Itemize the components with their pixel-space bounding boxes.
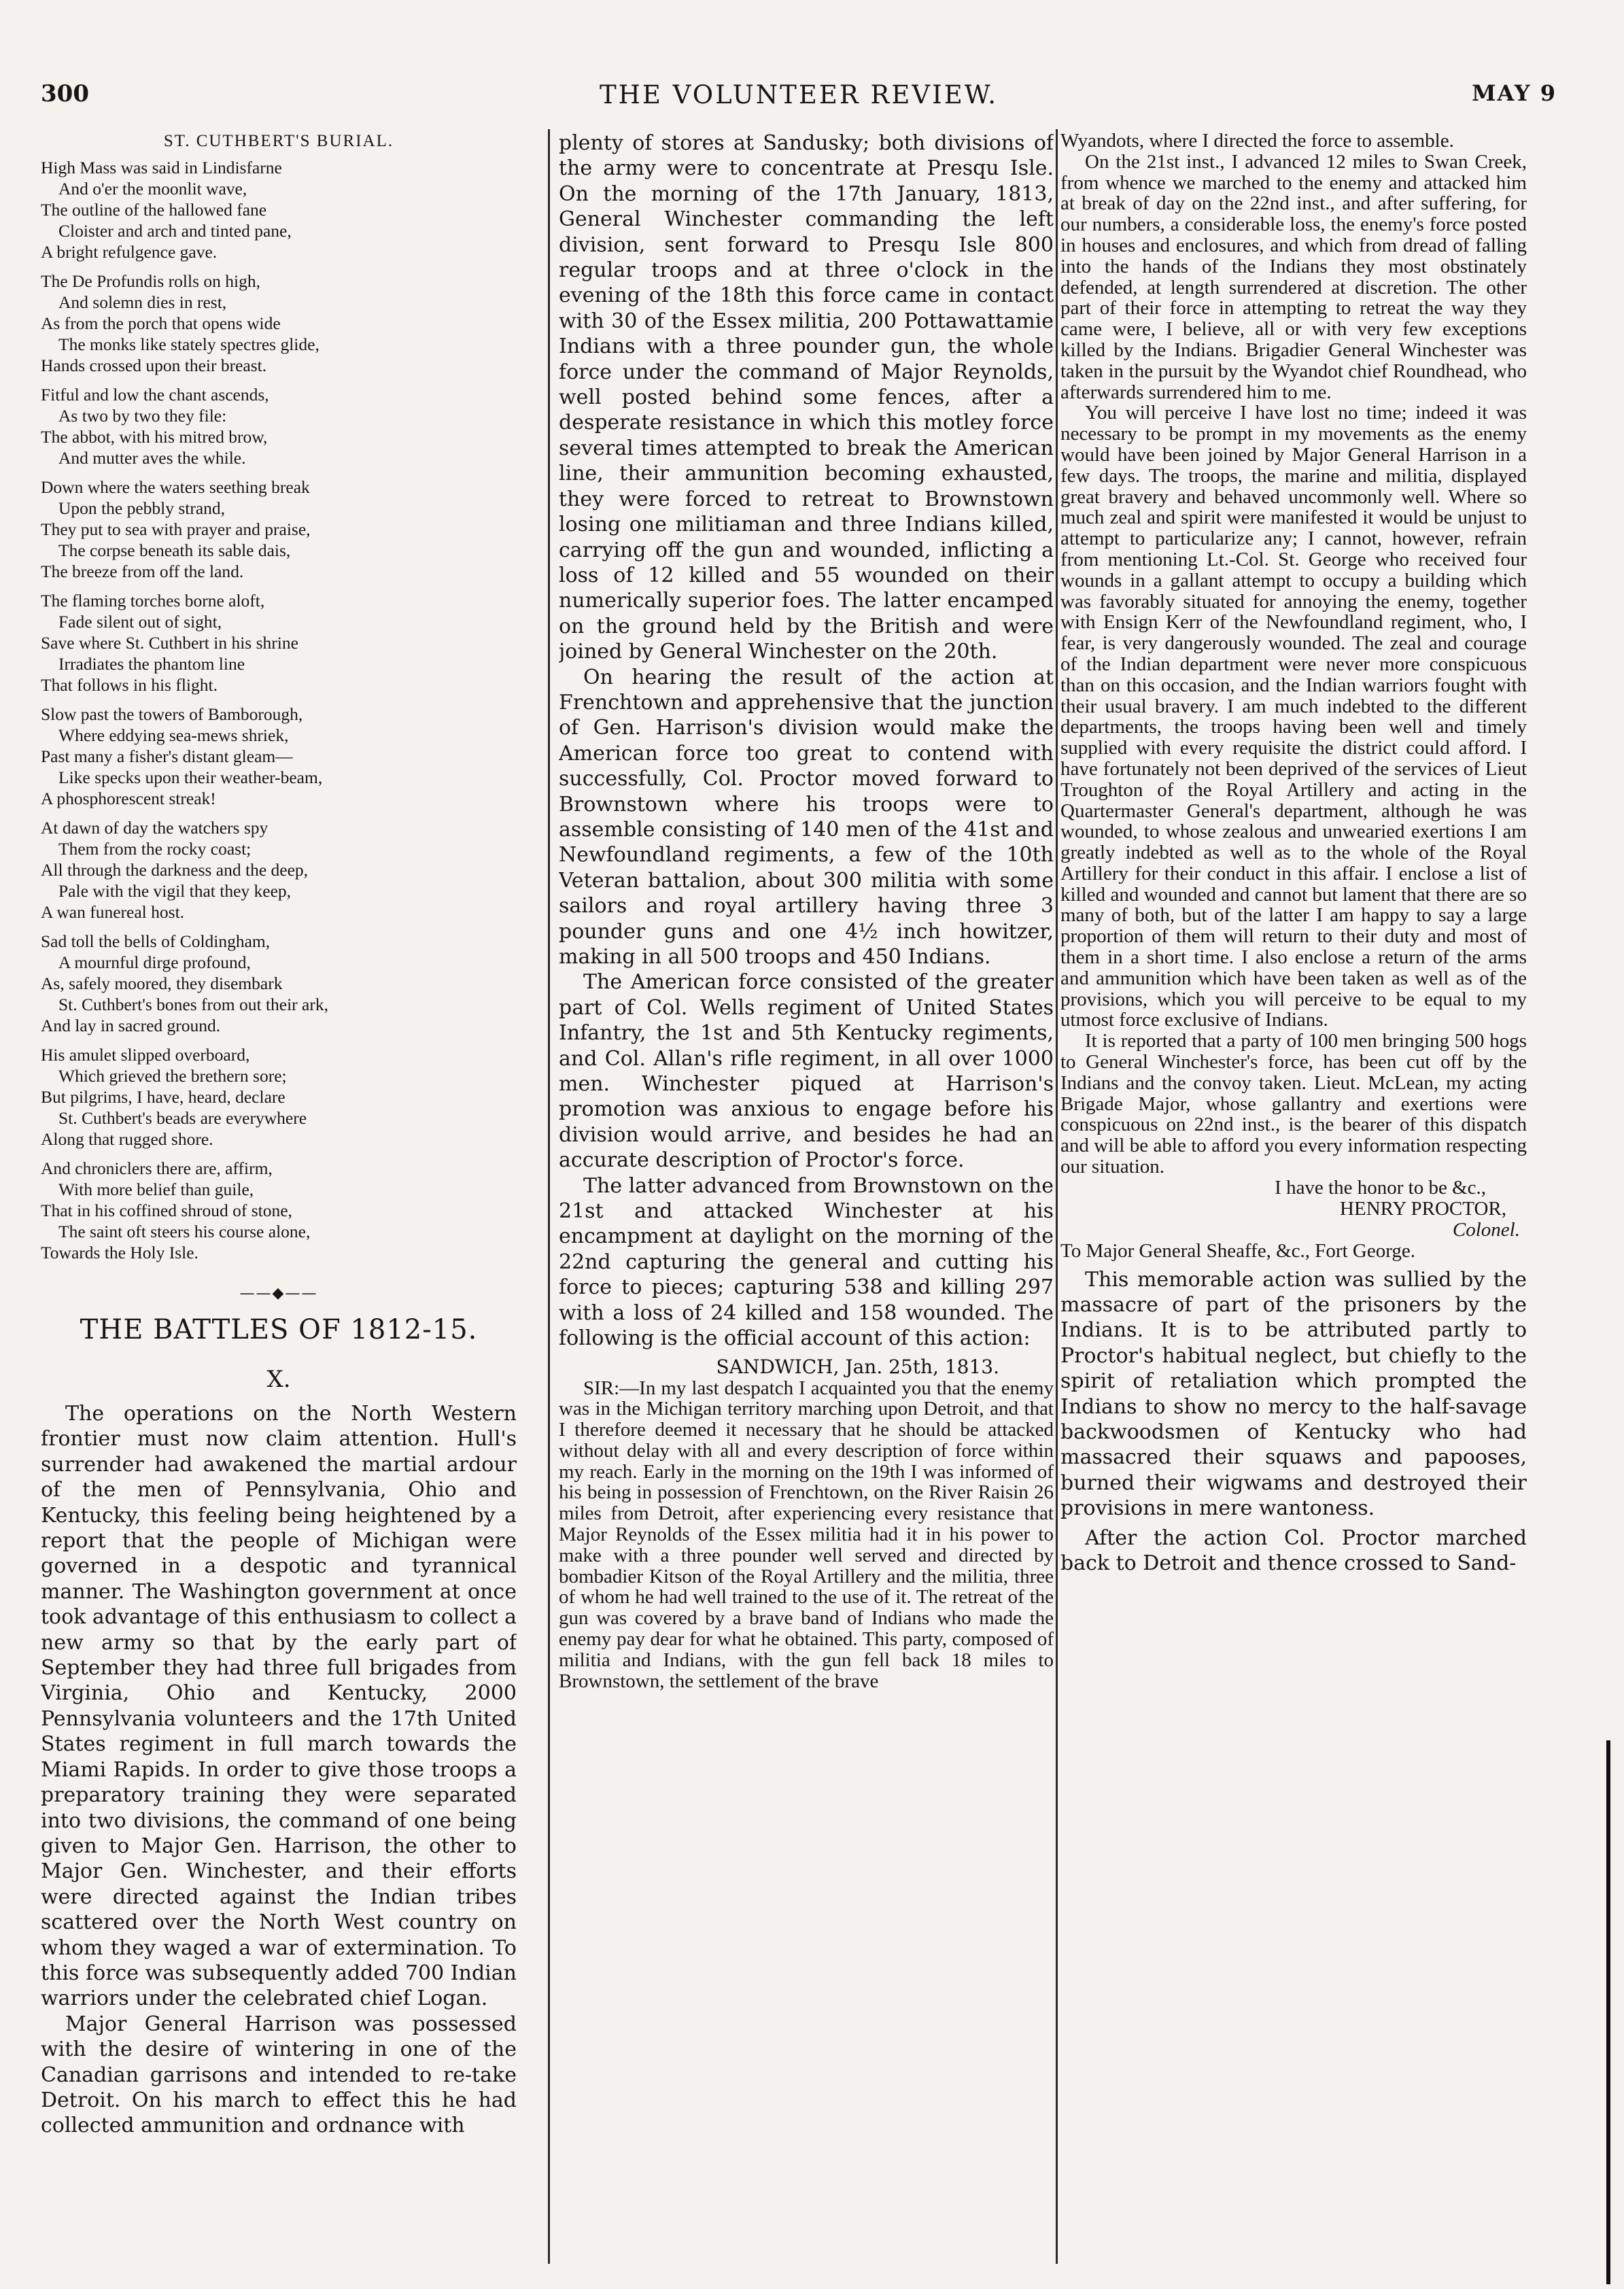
- page-edge-mark: [1606, 1740, 1610, 2284]
- article-paragraph: The operations on the North Western frontier must now claim attention. Hull's surrender had awakened the martial ardour of the men of Pennsylvania, Ohio and Kentucky, this feeling being heightened by a report that the people of Michigan were governed in a despotic and tyrannical manner. The Washington government at once took advantage of this enthusiasm to collect a new army so that by the early part of September they had three full brigades from Virginia, Ohio and Kentucky, 2000 Pennsylvania volunteers and the 17th United States regiment in full march towards the Miami Rapids. In order to give those troops a preparatory training they were separated into two divisions, the command of one being given to Major Gen. Harrison, the other to Major Gen. Winchester, and their efforts were directed against the Indian tribes scattered over the North West country on whom they waged a war of extermination. To this force was subsequently added 700 Indian warriors under the celebrated chief Logan.: [41, 1402, 517, 2011]
- poem-stanza: [41, 590, 517, 695]
- poem-line: As, safely moored, they disembark: [41, 974, 283, 993]
- letter-paragraph: SIR:—In my last despatch I acquainted you that the enemy was in the Michigan territory marching upon Detroit, and that I therefore deemed it necessary that he should be attacked without delay with all and every description of force within my reach. Early in the morning on the 19th I was informed of his being in possession of Frenchtown, on the River Raisin 26 miles from Detroit, after experiencing every resistance that Major Reynolds of the Essex militia had it in his power to make with a three pounder well served and directed by bombadier Kitson of the Royal Artillery and the militia, three of whom he had well trained to the use of it. The retreat of the gun was covered by a brave band of Indians who made the enemy pay dear for what he obtained. This party, composed of militia and Indians, with the gun fell back 18 miles to Brownstown, the settlement of the brave: [559, 1377, 1054, 1692]
- publication-title: THE VOLUNTEER REVIEW.: [599, 80, 999, 109]
- poem-line: The corpse beneath its sable dais,: [58, 540, 291, 560]
- poem-line: And o'er the moonlit wave,: [58, 179, 247, 199]
- poem-line: Sad toll the bells of Coldingham,: [41, 931, 271, 951]
- column-2: [559, 131, 1054, 1691]
- poem-line: A bright refulgence gave.: [41, 242, 218, 262]
- poem-line: The abbot, with his mitred brow,: [41, 427, 268, 447]
- poem-line: St. Cuthbert's beads are everywhere: [58, 1108, 307, 1128]
- column-rule-2: [1056, 129, 1058, 2264]
- page-header: [41, 80, 1557, 121]
- signer-rank: Colonel.: [1452, 1218, 1520, 1241]
- poem-line: A mournful dirge profound,: [58, 952, 251, 972]
- poem-line: And lay in sacred ground.: [41, 1016, 221, 1035]
- poem-line: Towards the Holy Isle.: [41, 1243, 198, 1262]
- poem-line: That in his coffined shroud of stone,: [41, 1201, 292, 1220]
- article-paragraph: plenty of stores at Sandusky; both divisions of the army were to concentrate at Presqu Isle. On the morning of the 17th January, 1813, General Winchester commanding the left division, sent forward to Presqu Isle 800 regular troops and at three o'clock in the evening of the 18th this force came in contact with 30 of the Essex militia, 200 Pottawattamie Indians with a three pounder gun, the whole force under the command of Major Reynolds, well posted behind some fences, after a desperate resistance in which this motley force several times attempted to break the American line, their ammunition becoming exhausted, they were forced to retreat to Brownstown losing one militiaman and three Indians killed, carrying off the gun and wounded, inflicting a loss of 12 killed and 55 wounded on their numerically superior foes. The latter encamped on the ground held by the British and were joined by General Winchester on the 20th.: [559, 131, 1054, 664]
- letter-dateline: SANDWICH, Jan. 25th, 1813.: [716, 1355, 999, 1378]
- poem-line: Which grieved the brethern sore;: [58, 1066, 287, 1086]
- article-paragraph: This memorable action was sullied by the massacre of part of the prisoners by the Indians. It is to be attributed partly to Proctor's habitual neglect, but chiefly to the spirit of retaliation which prompted the Indians to show no mercy to the half-savage backwoodsmen of Kentucky who had massacred their squaws and papooses, burned their wigwams and destroyed their provisions in mere wantoness.: [1060, 1267, 1527, 1521]
- poem-line: The breeze from off the land.: [41, 562, 244, 581]
- poem-line: At dawn of day the watchers spy: [41, 818, 269, 838]
- poem-stanza: [41, 157, 517, 262]
- poem-line: As from the porch that opens wide: [41, 313, 281, 333]
- section-divider: ——◆——: [239, 1285, 318, 1302]
- poem-stanza: [41, 817, 517, 923]
- poem-line: With more belief than guile,: [58, 1180, 254, 1199]
- poem-line: All through the darkness and the deep,: [41, 860, 309, 880]
- poem-title: ST. CUTHBERT'S BURIAL.: [163, 132, 394, 150]
- article-title: THE BATTLES OF 1812-15.: [80, 1314, 478, 1345]
- column-1: [41, 131, 517, 2139]
- poem-line: Pale with the vigil that they keep,: [58, 881, 292, 901]
- poem-line: Slow past the towers of Bamborough,: [41, 704, 303, 724]
- poem-line: Along that rugged shore.: [41, 1129, 213, 1149]
- article-paragraph: The latter advanced from Brownstown on the 21st and attacked Winchester at his encampment at daylight on the morning of the 22nd capturing the general and cutting his force to pieces; capturing 538 and killing 297 with a loss of 24 killed and 158 wounded. The following is the official account of this action:: [559, 1173, 1054, 1351]
- poem-stanzas: [41, 157, 517, 1263]
- poem-line: The flaming torches borne aloft,: [41, 591, 265, 610]
- poem-stanza: [41, 477, 517, 582]
- poem-line: Fade silent out of sight,: [58, 612, 222, 632]
- poem-line: Cloister and arch and tinted pane,: [58, 221, 292, 241]
- poem-line: Like specks upon their weather-beam,: [58, 768, 323, 787]
- article-number: X.: [266, 1366, 291, 1393]
- poem-line: Them from the rocky coast;: [58, 839, 252, 859]
- poem-line: Fitful and low the chant ascends,: [41, 385, 269, 405]
- poem-line: Irradiates the phantom line: [58, 654, 245, 674]
- poem-line: As two by two they file:: [58, 406, 227, 426]
- poem-line: Where eddying sea-mews shriek,: [58, 725, 289, 745]
- column-3: [1060, 131, 1527, 1577]
- poem-stanza: [41, 271, 517, 376]
- article-paragraph: Major General Harrison was possessed with the desire of wintering in one of the Canadian garrisons and intended to re-take Detroit. On his march to effect this he had collected ammunition and ordnance with: [41, 2012, 517, 2138]
- poem-line: Upon the pebbly strand,: [58, 498, 226, 518]
- letter-signature: HENRY PROCTOR,: [1340, 1197, 1506, 1220]
- poem-line: Down where the waters seething break: [41, 477, 310, 497]
- poem-line: And solemn dies in rest,: [58, 292, 227, 312]
- poem-line: The monks like stately spectres glide,: [58, 334, 319, 354]
- poem-line: High Mass was said in Lindisfarne: [41, 158, 282, 177]
- article-paragraph: The American force consisted of the greater part of Col. Wells regiment of United States Infantry, the 1st and 5th Kentucky regiments, and Col. Allan's rifle regiment, in all over 1000 men. Winchester piqued at Harrison's promotion was anxious to engage before his division would arrive, and besides he had an accurate description of Proctor's force.: [559, 970, 1054, 1173]
- letter-paragraph: On the 21st inst., I advanced 12 miles to Swan Creek, from whence we marched to the enemy and attacked him at break of day on the 22nd inst., and after suffering, for our numbers, a considerable loss, the enemy's force posted in houses and enclosures, and which from dread of falling into the hands of the Indians they most obstinately defended, at length surrendered at discretion. The other part of their force in attempting to retreat the way they came were, I believe, all or with very few exceptions killed by the Indians. Brigadier General Winchester was taken in the pursuit by the Wyandot chief Roundhead, who afterwards surrendered him to me.: [1060, 150, 1527, 403]
- letter-paragraph: Wyandots, where I directed the force to assemble.: [1060, 131, 1454, 152]
- poem-line: Hands crossed upon their breast.: [41, 356, 267, 375]
- poem-line: St. Cuthbert's bones from out their ark,: [58, 995, 328, 1014]
- letter-paragraph: You will perceive I have lost no time; indeed it was necessary to be prompt in my movements as the enemy would have been joined by Major General Harrison in a few days. The troops, the marine and militia, displayed great bravery and behaved uncommonly well. Where so much zeal and spirit were manifested it would be unjust to attempt to particularize any; I cannot, however, refrain from mentioning Lt.-Col. St. George who received four wounds in a gallant attempt to occupy a building which was favorably situated for annoying the enemy, together with Ensign Kerr of the Newfoundland regiment, who, I fear, is very dangerously wounded. The zeal and courage of the Indian department were never more conspicuous than on this occasion, and the Indian warriors fought with their usual bravery. I am much indebted to the different departments, the troops having been well and timely supplied with every requisite the district could afford. I have fortunately not been deprived of the services of Lieut Troughton of the Royal Artillery and acting in the Quartermaster General's department, although he was wounded, to whose zealous and unwearied exertions I am greatly indebted as well as to the whole of the Royal Artillery for their conduct in this affair. I enclose a list of killed and wounded and cannot but lament that there are so many of both, but of the latter I am happy to say a large proportion of them will return to their duty and most of them in a short time. I also enclose a return of the arms and ammunition which have been taken as well as of the provisions, which you will perceive to be equal to my utmost force exclusive of Indians.: [1060, 402, 1527, 1031]
- poem-line: Save where St. Cuthbert in his shrine: [41, 633, 298, 653]
- poem-stanza: [41, 704, 517, 809]
- poem-line: A wan funereal host.: [41, 902, 185, 922]
- poem: [41, 131, 517, 1263]
- poem-line: And chroniclers there are, affirm,: [41, 1158, 273, 1178]
- letter-closing: I have the honor to be &c.,: [1275, 1176, 1486, 1199]
- letter-addressee: To Major General Sheaffe, &c., Fort George.: [1060, 1239, 1415, 1262]
- poem-line: They put to sea with prayer and praise,: [41, 519, 311, 539]
- poem-line: And mutter aves the while.: [58, 448, 246, 468]
- letter-paragraph: It is reported that a party of 100 men bringing 500 hogs to General Winchester's force, has been cut off by the Indians and the convoy taken. Lieut. McLean, my acting Brigade Major, whose gallantry and exertions were conspicuous on 22nd inst., is the bearer of this dispatch and will be able to afford you every information respecting our situation.: [1060, 1030, 1527, 1178]
- poem-line: The saint oft steers his course alone,: [58, 1222, 311, 1241]
- column-rule-1: [548, 129, 550, 2264]
- poem-line: But pilgrims, I have, heard, declare: [41, 1087, 286, 1107]
- article-paragraph: On hearing the result of the action at Frenchtown and apprehensive that the junction of Gen. Harrison's division would make the American force too great to contend with successfully, Col. Proctor moved forward to Brownstown where his troops were to assemble consisting of 140 men of the 41st and Newfoundland regiments, a few of the 10th Veteran battalion, about 300 militia with some sailors and royal artillery having three 3 pounder guns and one 4½ inch howitzer, making in all 500 troops and 450 Indians.: [559, 665, 1054, 969]
- poem-stanza: [41, 1044, 517, 1150]
- issue-date: MAY 9: [1472, 80, 1557, 106]
- poem-stanza: [41, 1158, 517, 1263]
- poem-line: His amulet slipped overboard,: [41, 1045, 250, 1065]
- poem-line: The outline of the hallowed fane: [41, 200, 267, 220]
- poem-line: A phosphorescent streak!: [41, 789, 216, 808]
- poem-line: Past many a fisher's distant gleam—: [41, 746, 293, 766]
- poem-line: The De Profundis rolls on high,: [41, 271, 260, 291]
- page-number: 300: [41, 80, 89, 107]
- poem-stanza: [41, 931, 517, 1036]
- poem-line: That follows in his flight.: [41, 675, 218, 695]
- poem-stanza: [41, 384, 517, 468]
- article-paragraph: After the action Col. Proctor marched back to Detroit and thence crossed to Sand-: [1060, 1526, 1527, 1576]
